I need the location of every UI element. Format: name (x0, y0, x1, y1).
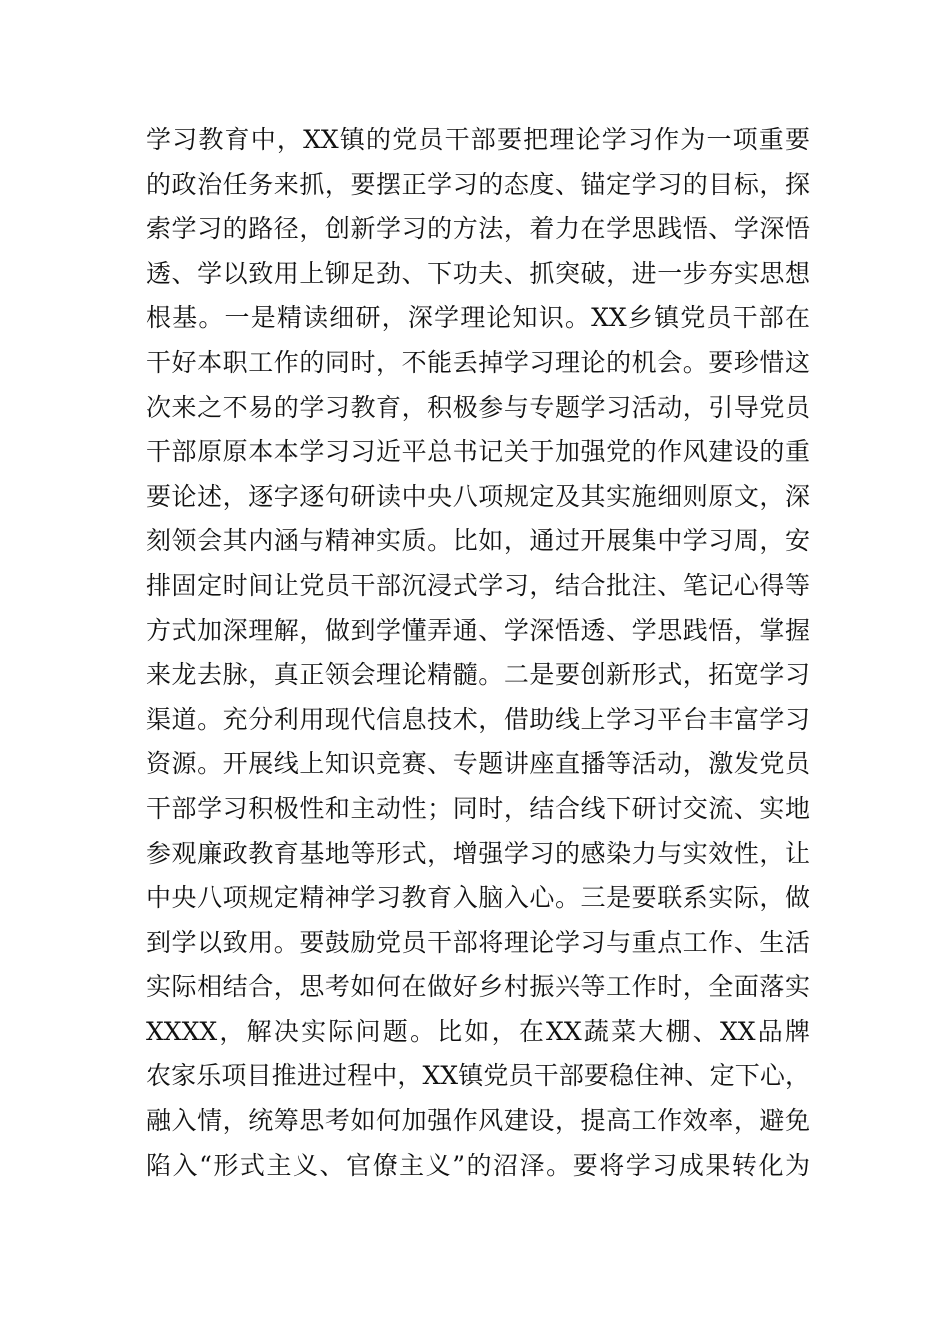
text-line: 次来之不易的学习教育，积极参与专题学习活动，引导党员 (146, 392, 810, 422)
text-line: 陷入“形式主义、官僚主义”的沼泽。要将学习成果转化为 (146, 1150, 810, 1180)
text-line: 排固定时间让党员干部沉浸式学习，结合批注、笔记心得等 (146, 570, 810, 600)
text-line: 渠道。充分利用现代信息技术，借助线上学习平台丰富学习 (146, 704, 810, 734)
text-line: 来龙去脉，真正领会理论精髓。二是要创新形式，拓宽学习 (146, 660, 810, 690)
text-line: 中央八项规定精神学习教育入脑入心。三是要联系实际，做 (146, 883, 810, 913)
text-line: 的政治任务来抓，要摆正学习的态度、锚定学习的目标，探 (146, 169, 810, 199)
text-line: 农家乐项目推进过程中，XX镇党员干部要稳住神、定下心， (146, 1061, 810, 1091)
text-line: 资源。开展线上知识竞赛、专题讲座直播等活动，激发党员 (146, 749, 810, 779)
text-line: 干好本职工作的同时，不能丢掉学习理论的机会。要珍惜这 (146, 347, 810, 377)
text-line: 干部原原本本学习习近平总书记关于加强党的作风建设的重 (146, 437, 810, 467)
text-line: 刻领会其内涵与精神实质。比如，通过开展集中学习周，安 (146, 526, 810, 556)
body-paragraph (146, 118, 810, 1188)
text-line: 融入情，统筹思考如何加强作风建设，提高工作效率，避免 (146, 1106, 810, 1136)
text-line: XXXX，解决实际问题。比如，在XX蔬菜大棚、XX品牌 (146, 1016, 810, 1046)
text-line: 实际相结合，思考如何在做好乡村振兴等工作时，全面落实 (146, 972, 810, 1002)
text-line: 根基。一是精读细研，深学理论知识。XX乡镇党员干部在 (146, 303, 810, 333)
text-line: 索学习的路径，创新学习的方法，着力在学思践悟、学深悟 (146, 214, 810, 244)
text-line: 学习教育中，XX镇的党员干部要把理论学习作为一项重要 (146, 125, 810, 154)
text-line: 干部学习积极性和主动性；同时，结合线下研讨交流、实地 (146, 793, 810, 823)
text-line: 到学以致用。要鼓励党员干部将理论学习与重点工作、生活 (146, 927, 810, 957)
text-line: 透、学以致用上铆足劲、下功夫、抓突破，进一步夯实思想 (146, 258, 810, 288)
text-line: 方式加深理解，做到学懂弄通、学深悟透、学思践悟，掌握 (146, 615, 810, 645)
text-line: 要论述，逐字逐句研读中央八项规定及其实施细则原文，深 (146, 481, 810, 511)
text-line: 参观廉政教育基地等形式，增强学习的感染力与实效性，让 (146, 838, 810, 868)
